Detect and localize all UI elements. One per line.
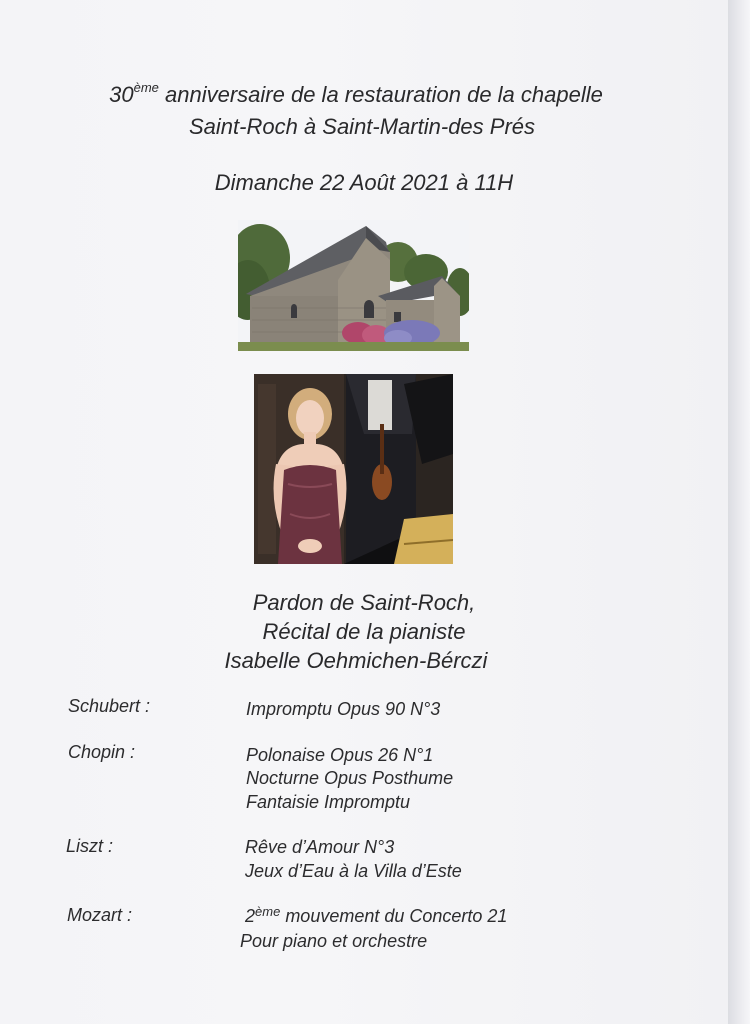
composer-liszt: Liszt : (66, 836, 114, 856)
title-ordinal-suffix: ème (133, 80, 159, 95)
event-date: Dimanche 22 Août 2021 à 11H (214, 170, 514, 195)
chapel-photo (238, 220, 469, 351)
work-liszt-1: Rêve d’Amour N°3 (245, 837, 395, 857)
composer-mozart: Mozart : (67, 905, 133, 925)
mozart-movement-suffix: ème (255, 904, 281, 919)
pianist-name: Isabelle Oehmichen-Bérczi (224, 648, 488, 673)
title-line-2: Saint-Roch à Saint-Martin-des Prés (188, 114, 536, 139)
mozart-movement-number: 2 (245, 906, 256, 926)
work-mozart-1 (245, 906, 507, 927)
work-chopin-2: Nocturne Opus Posthume (246, 768, 454, 788)
mozart-movement-text: mouvement du Concerto 21 (280, 906, 508, 926)
title-ordinal-number: 30 (109, 82, 134, 107)
event-title-line-1: Pardon de Saint-Roch, (252, 590, 476, 615)
work-chopin-1: Polonaise Opus 26 N°1 (246, 745, 434, 765)
title-line-1 (0, 82, 720, 108)
work-mozart-2: Pour piano et orchestre (240, 931, 428, 951)
work-chopin-3: Fantaisie Impromptu (246, 792, 411, 812)
title-line-1-text: anniversaire de la restauration de la chapelle (158, 82, 603, 107)
composer-chopin: Chopin : (68, 742, 136, 762)
work-liszt-2: Jeux d’Eau à la Villa d’Este (245, 861, 462, 881)
event-title-line-2: Récital de la pianiste (262, 619, 466, 644)
paper-edge (728, 0, 750, 1024)
pianist-photo (254, 374, 453, 564)
work-schubert-1: Impromptu Opus 90 N°3 (246, 699, 441, 719)
composer-schubert: Schubert : (68, 696, 151, 716)
